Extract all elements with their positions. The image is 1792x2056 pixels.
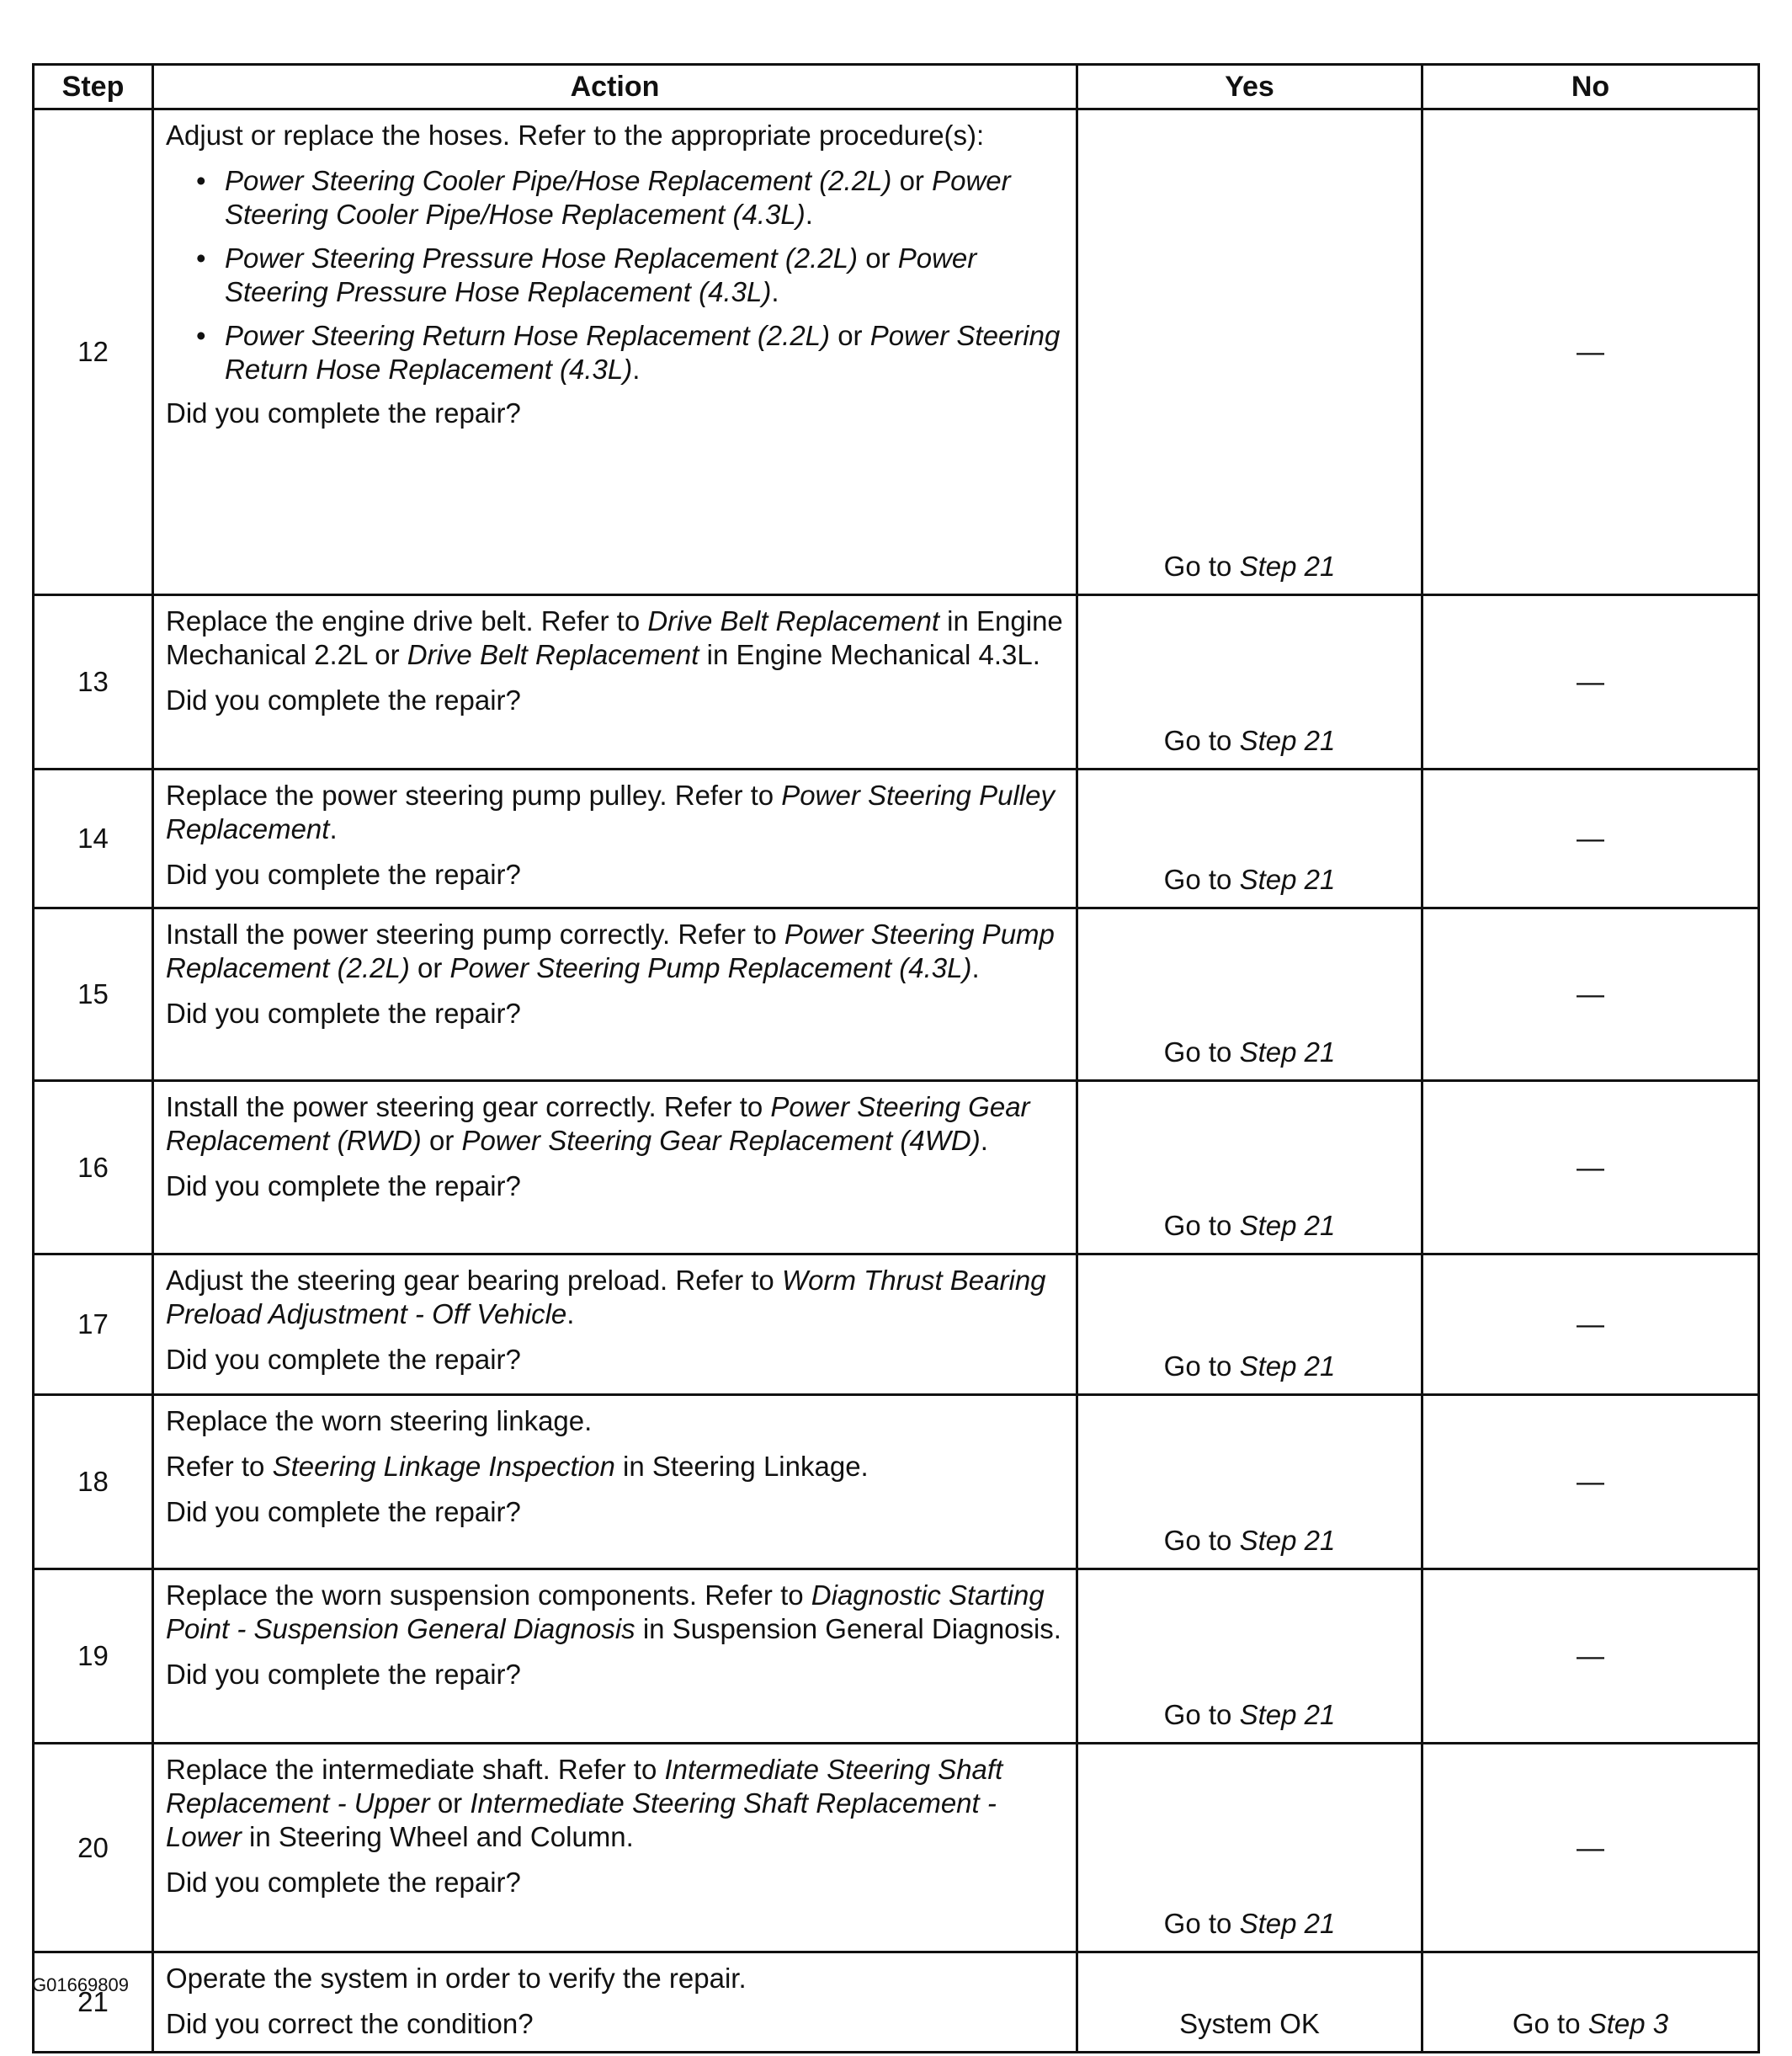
procedure-link: Intermediate Steering Shaft Replacement - Lower (166, 1787, 997, 1852)
step-number: 16 (34, 1081, 153, 1254)
action-question: Did you complete the repair? (166, 998, 521, 1029)
yes-text: System OK (1179, 2008, 1320, 2039)
yes-text: Go to (1163, 864, 1232, 895)
procedure-link: Power Steering Pump Replacement (2.2L) (166, 919, 1055, 983)
no-cell: — (1422, 595, 1759, 770)
header-action: Action (153, 65, 1077, 109)
action-text (166, 779, 1067, 846)
procedure-link: Drive Belt Replacement (647, 605, 939, 637)
procedure-link: Power Steering Pressure Hose Replacement (4.3L) (225, 242, 977, 307)
action-cell (153, 595, 1077, 770)
procedure-link: Power Steering Pulley Replacement (166, 780, 1055, 844)
action-segment: . (329, 813, 338, 844)
action-question: Did you complete the repair? (166, 1170, 521, 1201)
action-cell (153, 1081, 1077, 1254)
action-question: Did you complete the repair? (166, 1496, 521, 1527)
no-cell: — (1422, 1254, 1759, 1395)
action-segment: in Engine Mechanical 4.3L. (699, 639, 1040, 670)
procedure-end: . (805, 199, 813, 230)
step-number: 19 (34, 1569, 153, 1744)
procedure-list (166, 164, 1067, 386)
action-intro: Adjust or replace the hoses. Refer to the appropriate procedure(s): (166, 120, 985, 151)
procedure-or: or (838, 320, 863, 351)
action-segment: . (980, 1125, 988, 1156)
diagnostic-table (32, 63, 1760, 2053)
yes-step-ref: Step 21 (1239, 864, 1336, 895)
step-number: 14 (34, 770, 153, 908)
yes-cell (1077, 595, 1422, 770)
header-row (34, 65, 1759, 109)
yes-step-ref: Step 21 (1239, 1525, 1336, 1556)
action-question: Did you complete the repair? (166, 397, 521, 429)
procedure-end: . (771, 276, 779, 307)
yes-cell (1077, 1254, 1422, 1395)
yes-text: Go to (1163, 725, 1232, 756)
procedure-item (196, 164, 1067, 232)
procedure-link: Power Steering Gear Replacement (RWD) (166, 1091, 1030, 1156)
procedure-link: Power Steering Gear Replacement (4WD) (461, 1125, 981, 1156)
procedure-end: . (632, 354, 641, 385)
yes-text: Go to (1163, 1210, 1232, 1241)
yes-text: Go to (1163, 1525, 1232, 1556)
header-yes: Yes (1077, 65, 1422, 109)
action-segment: or (429, 1787, 471, 1819)
no-cell (1422, 1952, 1759, 2053)
procedure-or: or (865, 242, 891, 274)
procedure-item (196, 242, 1067, 309)
yes-text: Go to (1163, 1350, 1232, 1382)
table-row (34, 1952, 1759, 2053)
action-segment: Replace the engine drive belt. Refer to (166, 605, 648, 637)
table-body (34, 109, 1759, 2053)
action-text (166, 1753, 1067, 1854)
no-text: Go to (1512, 2008, 1581, 2039)
action-question: Did you complete the repair? (166, 684, 521, 716)
procedure-link: Power Steering Cooler Pipe/Hose Replacement (2.2L) (225, 165, 892, 196)
step-number: 17 (34, 1254, 153, 1395)
table-row (34, 109, 1759, 595)
action-cell (153, 109, 1077, 595)
step-number: 21 (34, 1952, 153, 2053)
procedure-link: Steering Linkage Inspection (272, 1451, 615, 1482)
action-segment: Refer to (166, 1451, 273, 1482)
table-row (34, 908, 1759, 1081)
table-row (34, 1744, 1759, 1952)
header-step: Step (34, 65, 153, 109)
action-segment: Replace the worn suspension components. Refer to (166, 1579, 811, 1611)
action-segment: in Engine Mechanical 2.2L or (166, 605, 1063, 670)
table-row (34, 1395, 1759, 1569)
step-number: 15 (34, 908, 153, 1081)
step-number: 18 (34, 1395, 153, 1569)
yes-step-ref: Step 21 (1239, 1036, 1336, 1068)
header-no: No (1422, 65, 1759, 109)
procedure-link: Power Steering Cooler Pipe/Hose Replacement (4.3L) (225, 165, 1011, 230)
yes-cell (1077, 1569, 1422, 1744)
yes-cell (1077, 1744, 1422, 1952)
yes-step-ref: Step 21 (1239, 1350, 1336, 1382)
action-segment: in Steering Wheel and Column. (241, 1821, 634, 1852)
yes-cell (1077, 1395, 1422, 1569)
action-question: Did you complete the repair? (166, 1344, 521, 1375)
action-segment: or (421, 1125, 462, 1156)
procedure-link: Drive Belt Replacement (407, 639, 699, 670)
action-cell (153, 1744, 1077, 1952)
yes-cell (1077, 109, 1422, 595)
action-question: Did you complete the repair? (166, 1659, 521, 1690)
yes-cell (1077, 1081, 1422, 1254)
procedure-or: or (899, 165, 924, 196)
table-row (34, 1254, 1759, 1395)
action-text (166, 918, 1067, 985)
action-segment: Adjust the steering gear bearing preload. Refer to (166, 1265, 782, 1296)
procedure-link: Worm Thrust Bearing Preload Adjustment - Off Vehicle (166, 1265, 1046, 1329)
no-cell: — (1422, 1569, 1759, 1744)
yes-cell (1077, 770, 1422, 908)
action-cell (153, 1569, 1077, 1744)
action-text (166, 1264, 1067, 1331)
table-row (34, 1081, 1759, 1254)
action-question: Did you correct the condition? (166, 2008, 534, 2039)
step-number: 13 (34, 595, 153, 770)
yes-cell (1077, 908, 1422, 1081)
action-cell (153, 1254, 1077, 1395)
action-question: Did you complete the repair? (166, 859, 521, 890)
yes-step-ref: Step 21 (1239, 1699, 1336, 1730)
procedure-link: Power Steering Return Hose Replacement (2.2L) (225, 320, 831, 351)
action-text (166, 1962, 1067, 1995)
action-segment: or (409, 952, 450, 983)
table-row (34, 1569, 1759, 1744)
action-segment: Operate the system in order to verify the repair. (166, 1963, 747, 1994)
action-text (166, 1579, 1067, 1646)
yes-text: Go to (1163, 1908, 1232, 1939)
action-text (166, 605, 1067, 672)
step-number: 12 (34, 109, 153, 595)
yes-text: Go to (1163, 1036, 1232, 1068)
action-segment: Replace the power steering pump pulley. Refer to (166, 780, 782, 811)
figure-id: G01669809 (32, 1974, 129, 1995)
action-segment: Install the power steering pump correctly. Refer to (166, 919, 784, 950)
procedure-link: Power Steering Pressure Hose Replacement (2.2L) (225, 242, 859, 274)
no-cell: — (1422, 1744, 1759, 1952)
action-text (166, 1090, 1067, 1158)
no-cell: — (1422, 770, 1759, 908)
action-segment: Install the power steering gear correctly. Refer to (166, 1091, 771, 1122)
action-pre: Replace the worn steering linkage. (166, 1405, 593, 1436)
procedure-link: Intermediate Steering Shaft Replacement - Upper (166, 1754, 1003, 1819)
no-cell: — (1422, 908, 1759, 1081)
yes-step-ref: Step 21 (1239, 551, 1336, 582)
yes-cell (1077, 1952, 1422, 2053)
procedure-link: Power Steering Return Hose Replacement (4.3L) (225, 320, 1061, 385)
no-cell: — (1422, 1395, 1759, 1569)
action-cell (153, 770, 1077, 908)
procedure-link: Power Steering Pump Replacement (4.3L) (449, 952, 972, 983)
action-segment: . (566, 1298, 575, 1329)
action-segment: in Steering Linkage. (614, 1451, 869, 1482)
action-cell (153, 1395, 1077, 1569)
no-cell: — (1422, 109, 1759, 595)
yes-step-ref: Step 21 (1239, 1210, 1336, 1241)
yes-step-ref: Step 21 (1239, 1908, 1336, 1939)
procedure-item (196, 319, 1067, 386)
action-segment: Replace the intermediate shaft. Refer to (166, 1754, 665, 1785)
yes-text: Go to (1163, 1699, 1232, 1730)
action-segment: in Suspension General Diagnosis. (635, 1613, 1061, 1644)
table-row (34, 595, 1759, 770)
action-question: Did you complete the repair? (166, 1867, 521, 1898)
no-step-ref: Step 3 (1587, 2008, 1669, 2039)
action-cell (153, 908, 1077, 1081)
action-cell (153, 1952, 1077, 2053)
action-text (166, 1450, 1067, 1483)
yes-text: Go to (1163, 551, 1232, 582)
no-cell: — (1422, 1081, 1759, 1254)
action-segment: . (971, 952, 980, 983)
table-row (34, 770, 1759, 908)
procedure-link: Diagnostic Starting Point - Suspension General Diagnosis (166, 1579, 1045, 1644)
yes-step-ref: Step 21 (1239, 725, 1336, 756)
step-number: 20 (34, 1744, 153, 1952)
